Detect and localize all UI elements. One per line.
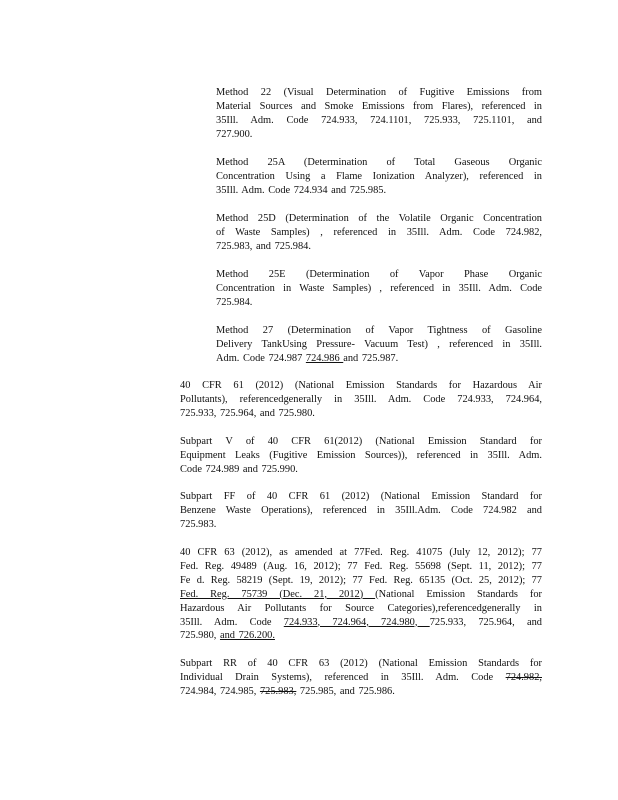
text-run: 35Ill. Adm. Code [180, 616, 284, 628]
underlined-insertion: Fed. Reg. 75739 (Dec. 21, 2012) [180, 588, 376, 600]
text-run: 40 CFR 61 (2012) (National Emission Standards for Hazardous Air [180, 380, 542, 391]
text-line [216, 156, 542, 170]
underlined-insertion: 724.986 [305, 352, 344, 364]
text-line [180, 602, 542, 616]
text-line [216, 114, 542, 128]
text-line [180, 629, 542, 643]
text-line [180, 546, 542, 560]
text-run: Method 25E (Determination of Vapor Phase Organic [216, 269, 542, 280]
text-line [216, 352, 542, 366]
text-run: Method 25D (Determination of the Volatile Organic Concentration [216, 213, 542, 224]
reference-subpart-rr [180, 657, 542, 699]
text-run: Concentration Using a Flame Ionization Analyzer), referenced in [216, 170, 542, 182]
text-line [216, 324, 542, 338]
text-run: Subpart V of 40 CFR 61(2012) (National Emission Standard for [180, 436, 542, 447]
text-run: and 725.987. [343, 352, 399, 364]
text-run: Subpart FF of 40 CFR 61 (2012) (National Emission Standard for [180, 491, 542, 502]
text-line [216, 240, 542, 254]
reference-method-25e [216, 268, 542, 310]
text-line [180, 490, 542, 504]
text-line [216, 338, 542, 352]
text-line [180, 616, 542, 630]
text-line [180, 588, 542, 602]
reference-method-27 [216, 324, 542, 366]
text-run: 725.983. [180, 518, 217, 530]
text-line [180, 504, 542, 518]
text-run: 40 CFR 63 (2012), as amended at 77Fed. Reg. 41075 (July 12, 2012); 77 [180, 547, 542, 558]
text-line [180, 671, 542, 685]
text-run: Method 25A (Determination of Total Gaseous Organic [216, 157, 542, 168]
text-run: 725.933, 725.964, and [429, 616, 542, 628]
text-run: Pollutants), referencedgenerally in 35Ill. Adm. Code 724.933, 724.964, [180, 393, 542, 405]
text-line [216, 128, 542, 142]
reference-40-cfr-63 [180, 546, 542, 643]
text-run: 725.933, 725.964, and 725.980. [180, 407, 315, 419]
underlined-insertion: 724.933, 724.964, 724.980, [283, 616, 430, 628]
text-line [216, 86, 542, 100]
text-run: Method 22 (Visual Determination of Fugitive Emissions from [216, 87, 542, 98]
text-run: 727.900. [216, 128, 253, 140]
text-run: Code 724.989 and 725.990. [180, 463, 298, 475]
text-line [180, 518, 542, 532]
underlined-insertion: and 726.200. [219, 630, 275, 642]
text-line [216, 282, 542, 296]
reference-method-25d [216, 212, 542, 254]
text-run: 724.984, 724.985, [180, 685, 260, 697]
text-run: 725.983, and 725.984. [216, 240, 311, 252]
text-line [180, 685, 542, 699]
text-run: Delivery TankUsing Pressure- Vacuum Test) , referenced in 35Ill. [216, 338, 542, 350]
text-run: Adm. Code 724.987 [216, 352, 306, 364]
text-run: Concentration in Waste Samples) , referenced in 35Ill. Adm. Code [216, 282, 542, 294]
text-run: 35Ill. Adm. Code 724.934 and 725.985. [216, 184, 387, 196]
text-line [216, 170, 542, 184]
text-run: 725.985, and 725.986. [296, 685, 395, 697]
text-run: 725.984. [216, 296, 253, 308]
reference-subpart-ff [180, 490, 542, 532]
reference-method-25a [216, 156, 542, 198]
text-line [180, 449, 542, 463]
text-run: Subpart RR of 40 CFR 63 (2012) (National Emission Standards for [180, 658, 542, 669]
text-run: Method 27 (Determination of Vapor Tightness of Gasoline [216, 325, 542, 336]
text-line [216, 268, 542, 282]
struck-deletion: 724.982, [505, 671, 542, 683]
text-line [180, 393, 542, 407]
text-line [216, 212, 542, 226]
text-run: Hazardous Air Pollutants for Source Categories),referencedgenerally in [180, 602, 542, 614]
text-line [180, 407, 542, 421]
text-run: Fed. Reg. 49489 (Aug. 16, 2012); 77 Fed. Reg. 55698 (Sept. 11, 2012); 77 [180, 560, 542, 572]
reference-40-cfr-61 [180, 379, 542, 421]
struck-deletion: 725.983, [259, 685, 297, 697]
text-line [180, 379, 542, 393]
text-line [216, 184, 542, 198]
text-run: Material Sources and Smoke Emissions from Flares), referenced in [216, 100, 542, 112]
text-run: Fe d. Reg. 58219 (Sept. 19, 2012); 77 Fed. Reg. 65135 (Oct. 25, 2012); 77 [180, 574, 542, 586]
text-line [216, 226, 542, 240]
text-line [180, 463, 542, 477]
text-line [180, 435, 542, 449]
text-run: Benzene Waste Operations), referenced in 35Ill.Adm. Code 724.982 and [180, 504, 542, 516]
text-line [180, 574, 542, 588]
reference-subpart-v [180, 435, 542, 477]
text-run: Individual Drain Systems), referenced in 35Ill. Adm. Code [180, 671, 506, 683]
text-line [180, 657, 542, 671]
text-run: Equipment Leaks (Fugitive Emission Sources)), referenced in 35Ill. Adm. [180, 449, 542, 461]
text-line [216, 296, 542, 310]
text-line [216, 100, 542, 114]
text-run: (National Emission Standards for [375, 588, 542, 600]
text-line [180, 560, 542, 574]
text-run: 725.980, [180, 630, 220, 642]
text-run: of Waste Samples) , referenced in 35Ill. Adm. Code 724.982, [216, 226, 542, 238]
text-run: 35Ill. Adm. Code 724.933, 724.1101, 725.933, 725.1101, and [216, 114, 542, 126]
reference-method-22 [216, 86, 542, 142]
